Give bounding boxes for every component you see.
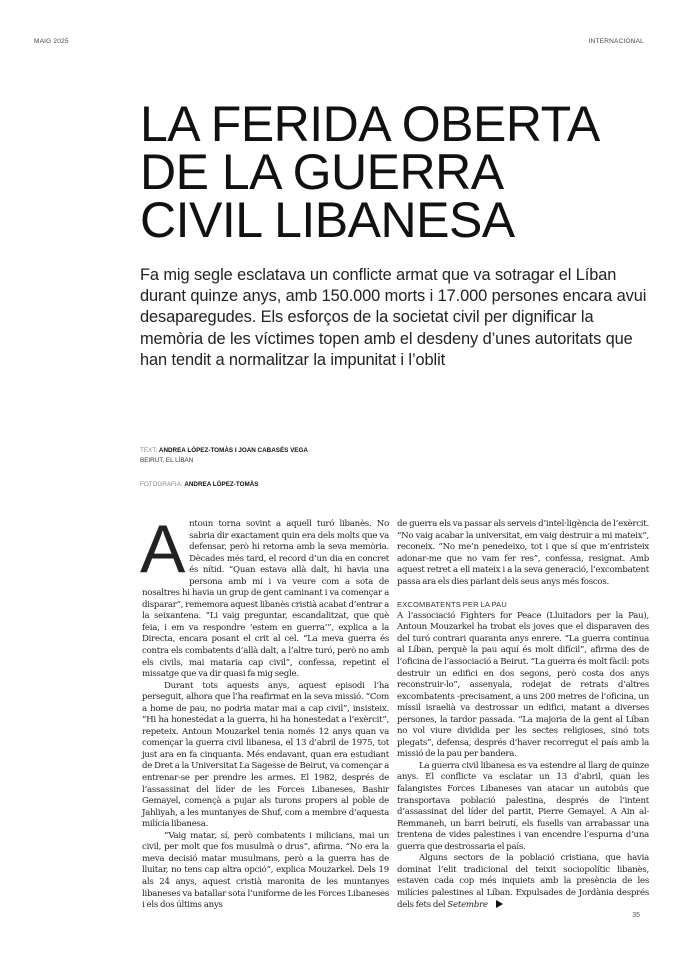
article-subtitle: Fa mig segle esclatava un conflicte armat que va sotragar el Líban durant quinze anys, amb 150.000 morts i 17.000 persones encara avui desaparegudes. Els esforços de la societat civil per dignificar la memòria de les víctimes topen amb el desdeny d’unes autoritats que han tendit a normalitzar la impunitat i l’oblit [140,266,647,369]
photo-credits [140,480,259,490]
text-credits [140,446,308,466]
issue-date: MAIG 2025 [34,38,69,45]
page-number: 35 [632,912,640,919]
section-subheading: EXCOMBATENTS PER LA PAU [397,600,507,610]
italic-term: Setembre [447,899,488,910]
paragraph: ntoun torna sovint a aquell turó libanès. No sabria dir exactament quin era dels molts que va defensar, però hi retorna amb la seva memòria. Dècades més tard, el record d’un dia en concret és nítid. “Quan estava allà dalt, hi havia una persona amb mi i va veure com a sota de nosaltres hi havia un grup de gent caminant i va començar a disparar”, rememora aquest libanès cristià acabat d’entrar a la seixantena. “Li vaig preguntar, escandalitzat, que què feia, i em va respondre ‘estem en guerra’”, explica a la Directa, encara posant el crit al cel. “La meva guerra és contra els combatents d’allà dalt, a l’altre turó, però no amb els civils, mai mataria cap civil”, confessa, repetint el missatge que va dir quasi fa mig segle. [142,519,389,680]
article-title [140,96,660,248]
paragraph: “Vaig matar, sí, però combatents i milicians, mai un civil, per molt que fos musulmà o drus”, afirma. “No era la meva decisió matar musulmans, però a la guerra has de lluitar, no tens cap altra opció”, explica Mouzarkel. Dels 19 als 24 anys, aquest cristià maronita de les muntanyes libaneses va batallar sota l’uniforme de les Forces Libaneses i els dos últims anys [142,830,389,911]
paragraph-text: Alguns sectors de la població cristiana, que havia dominat l’elit tradicional del teixit sociopolític libanès, estaven cada cop més inquiets amb la presència de les milícies palestines al Líban. Expulsades de Jordània després dels fets del [397,853,649,910]
location: BEIRUT, EL LÍBAN [140,457,194,464]
title-line: DE LA GUERRA [140,144,504,200]
photo-label: FOTOGRAFIA: [140,481,183,488]
photo-author: ANDREA LÓPEZ-TOMÀS [184,481,259,488]
text-label: TEXT: [140,447,158,454]
title-line: LA FERIDA OBERTA [140,96,600,152]
paragraph [397,853,649,911]
drop-cap: A [140,511,186,587]
text-authors: ANDREA LÓPEZ-TOMÀS I JOAN CABASÉS VEGA [158,447,308,454]
paragraph: A l’associació Fighters for Peace (Lluitadors per la Pau), Antoun Mouzarkel ha trobat els joves que el disparaven des del turó contrari quaranta anys enrere. “La guerra continua al Líban, perquè la pau aquí és molt difícil”, afirma des de l’oficina de l’associació a Beirut. “La guerra és molt fàcil: pots destruir un edifici en dos segons, però costa dos anys reconstruir-lo”, assenyala, rodejat de retrats d’altres excombatents -precisament, a uns 200 metres de l’oficina, un míssil israelià va destrossar un edifici, matant a diverses persones, la tardor passada. “La majoria de la gent al Líban no vol viure dividida per les sectes religioses, sinó tots plegats”, defensa, després d’haver recorregut el país amb la missió de la pau per bandera. [397,610,649,760]
paragraph: de guerra els va passar als serveis d’intel·ligència de l’exèrcit. “No vaig acabar la universitat, em vaig destruir a mi mateix”, reconeix. “No me’n penedeixo, tot i que sí que m’entristeix adonar-me que no vam fer res”, confessa, resignat. Amb aquest retret a ell mateix i a la seva generació, l’excombatent passa ara els dies parlant dels seus anys més foscos. [397,519,649,587]
article-column-2 [397,519,649,911]
article-column-1 [140,511,389,912]
continue-arrow-icon [496,900,503,908]
section-name: INTERNACIONAL [588,38,644,45]
title-line: CIVIL LIBANESA [140,192,515,248]
paragraph: Durant tots aquests anys, aquest episodi l’ha perseguit, alhora que l’ha reafirmat en la seva missió. “Com a home de pau, no podria matar mai a cap civil”, insisteix. “Hi ha honestedat a la guerra, hi ha honestedat a l’exèrcit”, repeteix. Antoun Mouzarkel tenia només 12 anys quan va començar la guerra civil libanesa, el 13 d’abril de 1975, tot just ara en fa cinquanta. Més endavant, quan era estudiant de Dret a la Universitat La Sagesse de Beirut, va començar a entrenar-se per prendre les armes. El 1982, després de l’assassinat del líder de les Forces Libaneses, Bashir Gemayel, començà a pujar als turons propers al poble de Jahliyah, a les muntanyes de Shuf, com a membre d’aquesta milícia libanesa. [142,680,389,830]
paragraph: La guerra civil libanesa es va estendre al llarg de quinze anys. El conflicte va esclatar un 13 d’abril, quan les falangistes Forces Libaneses van atacar un autobús que transportava població palestina, després de l’intent d’assassinat del líder del partit, Pierre Gemayel. A Ain al-Remmaneh, un barri beirutí, els fusells van arrabassar una trentena de vides palestines i van encendre l’espurna d’una guerra que destrossaria el país. [397,760,649,852]
